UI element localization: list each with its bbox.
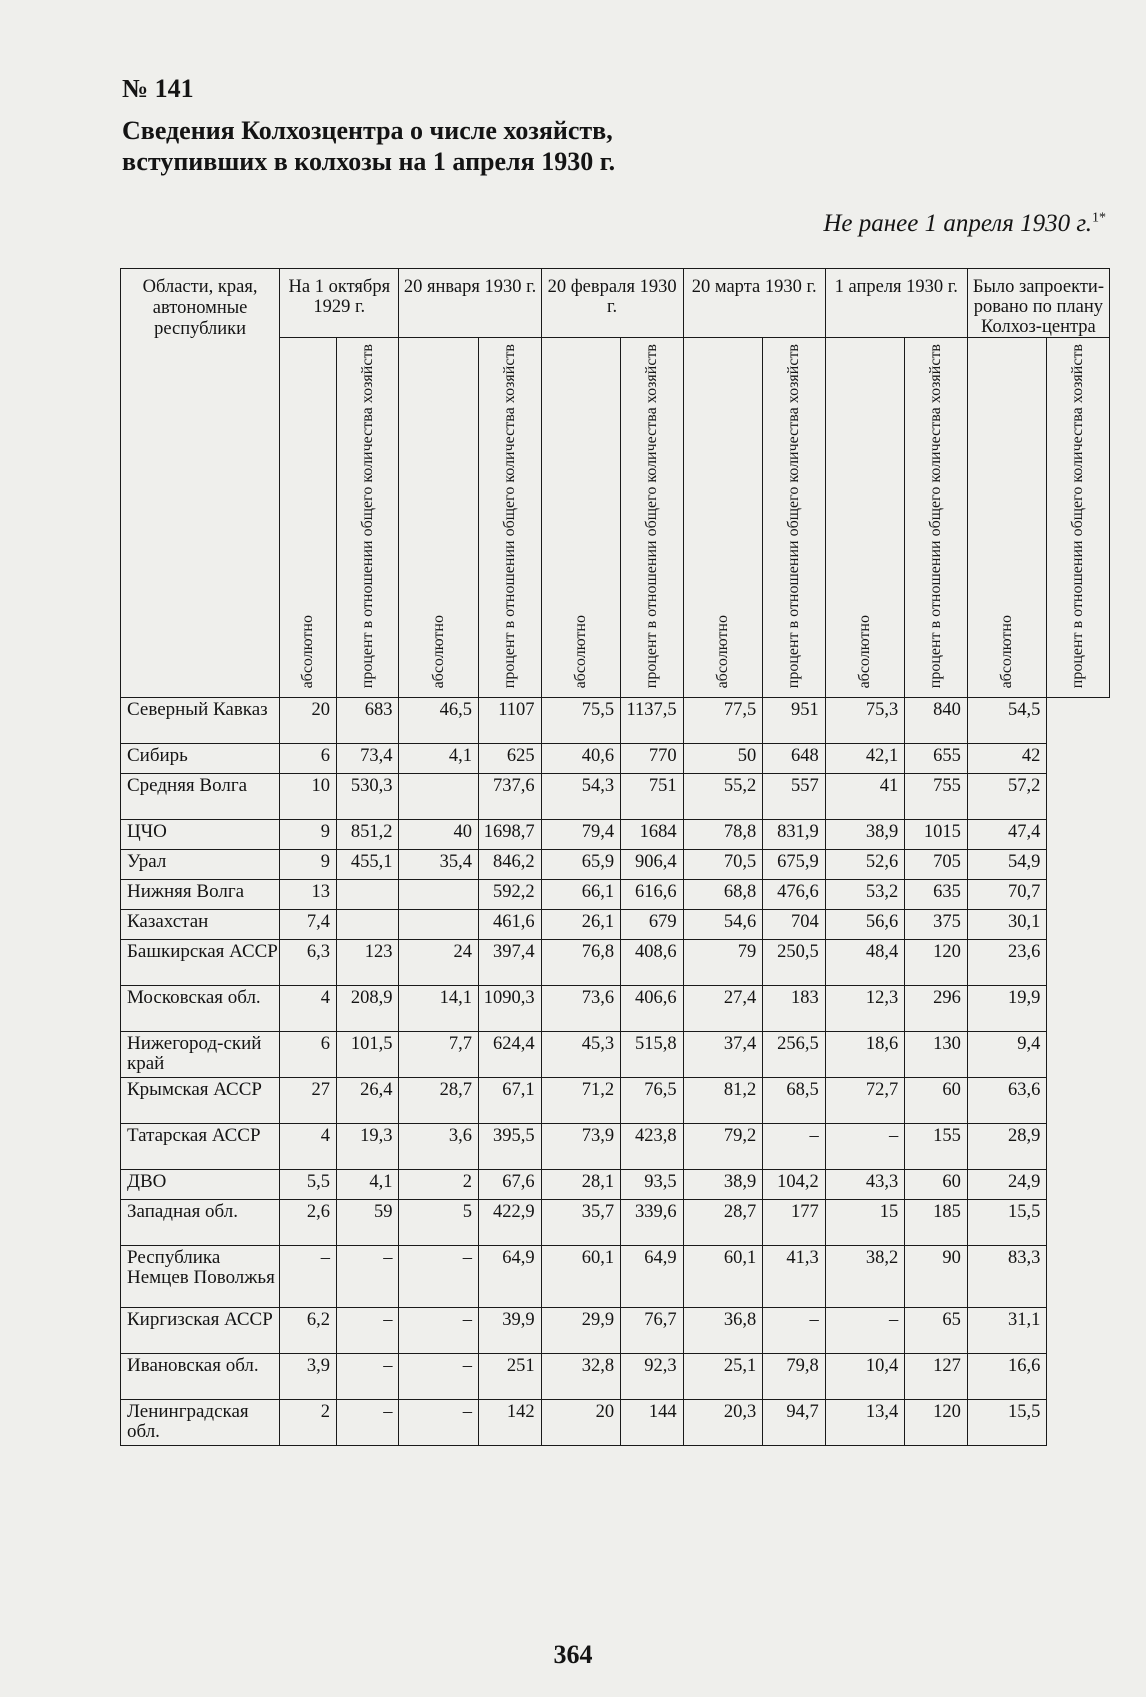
period-header-oct-1929: На 1 октября 1929 г. (280, 269, 399, 338)
abs-value-cell: 65,9 (541, 850, 621, 880)
pct-value-cell: 423,8 (621, 1124, 684, 1170)
abs-value-cell: 48,4 (825, 940, 905, 986)
pct-subheader: процент в отношении общего количества хозяйств (763, 338, 826, 698)
abs-value-cell: – (399, 1246, 479, 1308)
abs-value-cell: 13 (280, 880, 337, 910)
pct-value-cell: 422,9 (479, 1200, 542, 1246)
title-line-2: вступивших в колхозы на 1 апреля 1930 г. (122, 147, 616, 176)
pct-value-cell: 185 (905, 1200, 968, 1246)
abs-value-cell: 24,9 (967, 1170, 1047, 1200)
abs-value-cell: 2,6 (280, 1200, 337, 1246)
abs-value-cell: 32,8 (541, 1354, 621, 1400)
abs-value-cell: 9 (280, 850, 337, 880)
pct-value-cell: 177 (763, 1200, 826, 1246)
region-cell: Западная обл. (121, 1200, 280, 1246)
pct-value-cell: 19,3 (336, 1124, 399, 1170)
region-cell: Сибирь (121, 744, 280, 774)
abs-value-cell: 72,7 (825, 1078, 905, 1124)
pct-value-cell: 64,9 (479, 1246, 542, 1308)
pct-value-cell: – (763, 1124, 826, 1170)
pct-value-cell: 1107 (479, 698, 542, 744)
abs-value-cell: 15,5 (967, 1400, 1047, 1446)
pct-value-cell: 831,9 (763, 820, 826, 850)
pct-value-cell: 92,3 (621, 1354, 684, 1400)
abs-value-cell: 35,7 (541, 1200, 621, 1246)
pct-subheader: процент в отношении общего количества хозяйств (621, 338, 684, 698)
pct-value-cell: 625 (479, 744, 542, 774)
pct-subheader: процент в отношении общего количества хозяйств (479, 338, 542, 698)
abs-value-cell: 9,4 (967, 1032, 1047, 1078)
pct-value-cell: 616,6 (621, 880, 684, 910)
abs-value-cell: 42 (967, 744, 1047, 774)
abs-subheader: абсолютно (280, 338, 337, 698)
table-row (121, 880, 1110, 910)
abs-value-cell: 77,5 (683, 698, 763, 744)
pct-value-cell: 635 (905, 880, 968, 910)
abs-value-cell: – (399, 1354, 479, 1400)
document-title (122, 115, 842, 177)
abs-value-cell: 27,4 (683, 986, 763, 1032)
abs-value-cell: – (280, 1246, 337, 1308)
pct-value-cell: 1015 (905, 820, 968, 850)
abs-value-cell: 25,1 (683, 1354, 763, 1400)
pct-value-cell: 4,1 (336, 1170, 399, 1200)
pct-value-cell: 455,1 (336, 850, 399, 880)
table-row (121, 1200, 1110, 1246)
abs-value-cell: 60,1 (541, 1246, 621, 1308)
region-cell: Ивановская обл. (121, 1354, 280, 1400)
period-header-jan-1930: 20 января 1930 г. (399, 269, 541, 338)
pct-value-cell: 705 (905, 850, 968, 880)
pct-value-cell: 142 (479, 1400, 542, 1446)
table-row (121, 1078, 1110, 1124)
abs-value-cell: 42,1 (825, 744, 905, 774)
table-row (121, 910, 1110, 940)
abs-value-cell: 6,2 (280, 1308, 337, 1354)
table-row (121, 744, 1110, 774)
abs-subheader: абсолютно (683, 338, 763, 698)
abs-value-cell: 16,6 (967, 1354, 1047, 1400)
abs-value-cell: 36,8 (683, 1308, 763, 1354)
pct-value-cell: 770 (621, 744, 684, 774)
pct-value-cell: 515,8 (621, 1032, 684, 1078)
abs-value-cell: 5 (399, 1200, 479, 1246)
pct-value-cell: 408,6 (621, 940, 684, 986)
pct-value-cell: 339,6 (621, 1200, 684, 1246)
table-row (121, 1124, 1110, 1170)
document-date (823, 210, 1106, 238)
pct-value-cell: 375 (905, 910, 968, 940)
footnote-mark: 1* (1092, 210, 1106, 226)
pct-value-cell: 851,2 (336, 820, 399, 850)
abs-value-cell: 2 (399, 1170, 479, 1200)
pct-value-cell: 461,6 (479, 910, 542, 940)
pct-value-cell: 655 (905, 744, 968, 774)
pct-value-cell: 59 (336, 1200, 399, 1246)
abs-value-cell: 79,4 (541, 820, 621, 850)
table-row (121, 1354, 1110, 1400)
abs-value-cell: 2 (280, 1400, 337, 1446)
pct-value-cell: 251 (479, 1354, 542, 1400)
pct-value-cell (336, 880, 399, 910)
abs-subheader: абсолютно (967, 338, 1047, 698)
abs-value-cell: 46,5 (399, 698, 479, 744)
pct-value-cell: 67,6 (479, 1170, 542, 1200)
table-row (121, 1308, 1110, 1354)
region-cell: Киргизская АССР (121, 1308, 280, 1354)
abs-value-cell: 45,3 (541, 1032, 621, 1078)
pct-value-cell: 120 (905, 1400, 968, 1446)
abs-value-cell: 52,6 (825, 850, 905, 880)
region-cell: Башкирская АССР (121, 940, 280, 986)
pct-value-cell: 93,5 (621, 1170, 684, 1200)
pct-value-cell: 592,2 (479, 880, 542, 910)
region-cell: Крымская АССР (121, 1078, 280, 1124)
abs-value-cell: 66,1 (541, 880, 621, 910)
pct-value-cell: 406,6 (621, 986, 684, 1032)
abs-value-cell: 47,4 (967, 820, 1047, 850)
pct-value-cell: 79,8 (763, 1354, 826, 1400)
pct-value-cell: 39,9 (479, 1308, 542, 1354)
pct-value-cell: 76,5 (621, 1078, 684, 1124)
abs-value-cell: 41 (825, 774, 905, 820)
abs-value-cell: 38,9 (825, 820, 905, 850)
abs-value-cell: 40 (399, 820, 479, 850)
abs-value-cell: 20 (280, 698, 337, 744)
pct-value-cell: 144 (621, 1400, 684, 1446)
table-row (121, 774, 1110, 820)
abs-value-cell: 19,9 (967, 986, 1047, 1032)
abs-value-cell: 26,1 (541, 910, 621, 940)
abs-value-cell: 4,1 (399, 744, 479, 774)
abs-value-cell: 23,6 (967, 940, 1047, 986)
period-header-apr-1930: 1 апреля 1930 г. (825, 269, 967, 338)
pct-value-cell: 737,6 (479, 774, 542, 820)
abs-value-cell: 57,2 (967, 774, 1047, 820)
pct-value-cell: 846,2 (479, 850, 542, 880)
document-number: № 141 (122, 74, 194, 103)
pct-value-cell: 1684 (621, 820, 684, 850)
abs-value-cell: 3,6 (399, 1124, 479, 1170)
pct-value-cell: 648 (763, 744, 826, 774)
region-cell: ДВО (121, 1170, 280, 1200)
pct-subheader: процент в отношении общего количества хозяйств (336, 338, 399, 698)
date-text: Не ранее 1 апреля 1930 г. (823, 210, 1092, 237)
abs-value-cell: 20,3 (683, 1400, 763, 1446)
abs-value-cell: 3,9 (280, 1354, 337, 1400)
abs-value-cell: 56,6 (825, 910, 905, 940)
period-header-feb-1930: 20 февраля 1930 г. (541, 269, 683, 338)
abs-value-cell: 28,9 (967, 1124, 1047, 1170)
abs-value-cell: 75,3 (825, 698, 905, 744)
pct-value-cell: 41,3 (763, 1246, 826, 1308)
region-cell: Средняя Волга (121, 774, 280, 820)
pct-value-cell: 1698,7 (479, 820, 542, 850)
abs-value-cell (399, 880, 479, 910)
abs-value-cell: 40,6 (541, 744, 621, 774)
table-row (121, 986, 1110, 1032)
pct-subheader: процент в отношении общего количества хозяйств (1047, 338, 1110, 698)
region-column-header: Области, края, автономные республики (121, 269, 280, 698)
region-cell: Татарская АССР (121, 1124, 280, 1170)
abs-value-cell: 37,4 (683, 1032, 763, 1078)
abs-value-cell: 38,9 (683, 1170, 763, 1200)
pct-value-cell: 951 (763, 698, 826, 744)
pct-value-cell: 675,9 (763, 850, 826, 880)
abs-value-cell (399, 774, 479, 820)
table-row (121, 850, 1110, 880)
table-body (121, 698, 1110, 1446)
pct-value-cell: 751 (621, 774, 684, 820)
abs-value-cell: 6,3 (280, 940, 337, 986)
pct-value-cell: 840 (905, 698, 968, 744)
pct-value-cell: 395,5 (479, 1124, 542, 1170)
pct-value-cell: 127 (905, 1354, 968, 1400)
pct-value-cell: 26,4 (336, 1078, 399, 1124)
abs-value-cell: 75,5 (541, 698, 621, 744)
abs-value-cell: 6 (280, 744, 337, 774)
pct-value-cell: 397,4 (479, 940, 542, 986)
pct-value-cell: 755 (905, 774, 968, 820)
pct-value-cell: 208,9 (336, 986, 399, 1032)
abs-value-cell: 38,2 (825, 1246, 905, 1308)
abs-value-cell: 10,4 (825, 1354, 905, 1400)
region-cell: ЦЧО (121, 820, 280, 850)
pct-value-cell: 67,1 (479, 1078, 542, 1124)
pct-value-cell: 65 (905, 1308, 968, 1354)
abs-value-cell: – (399, 1400, 479, 1446)
abs-value-cell: 35,4 (399, 850, 479, 880)
abs-value-cell: 73,6 (541, 986, 621, 1032)
pct-value-cell: – (336, 1400, 399, 1446)
page-number: 364 (553, 1640, 593, 1669)
pct-value-cell: 123 (336, 940, 399, 986)
table-row (121, 1170, 1110, 1200)
pct-value-cell: 683 (336, 698, 399, 744)
pct-value-cell: 557 (763, 774, 826, 820)
abs-value-cell: – (825, 1124, 905, 1170)
abs-value-cell: 28,1 (541, 1170, 621, 1200)
abs-subheader: абсолютно (541, 338, 621, 698)
abs-value-cell: 9 (280, 820, 337, 850)
abs-value-cell: 31,1 (967, 1308, 1047, 1354)
abs-value-cell (399, 910, 479, 940)
pct-value-cell: 130 (905, 1032, 968, 1078)
region-cell: Казахстан (121, 910, 280, 940)
period-header-mar-1930: 20 марта 1930 г. (683, 269, 825, 338)
region-cell: Нижегород-ский край (121, 1032, 280, 1078)
region-cell: Московская обл. (121, 986, 280, 1032)
abs-value-cell: 43,3 (825, 1170, 905, 1200)
pct-value-cell: 104,2 (763, 1170, 826, 1200)
abs-value-cell: 10 (280, 774, 337, 820)
pct-value-cell: 120 (905, 940, 968, 986)
pct-value-cell: 1137,5 (621, 698, 684, 744)
pct-value-cell: 90 (905, 1246, 968, 1308)
abs-value-cell: 4 (280, 986, 337, 1032)
pct-value-cell: 155 (905, 1124, 968, 1170)
abs-value-cell: 54,6 (683, 910, 763, 940)
abs-value-cell: 18,6 (825, 1032, 905, 1078)
abs-value-cell: 60,1 (683, 1246, 763, 1308)
statistics-table (120, 268, 1110, 1446)
abs-value-cell: 54,5 (967, 698, 1047, 744)
abs-value-cell: 83,3 (967, 1246, 1047, 1308)
pct-value-cell (336, 910, 399, 940)
pct-value-cell: – (763, 1308, 826, 1354)
abs-value-cell: 70,7 (967, 880, 1047, 910)
abs-value-cell: 79 (683, 940, 763, 986)
pct-value-cell: 1090,3 (479, 986, 542, 1032)
abs-value-cell: 79,2 (683, 1124, 763, 1170)
abs-value-cell: 4 (280, 1124, 337, 1170)
abs-value-cell: 78,8 (683, 820, 763, 850)
pct-value-cell: 704 (763, 910, 826, 940)
region-cell: Урал (121, 850, 280, 880)
table-row (121, 940, 1110, 986)
abs-value-cell: 73,9 (541, 1124, 621, 1170)
abs-value-cell: 54,3 (541, 774, 621, 820)
abs-value-cell: 24 (399, 940, 479, 986)
abs-subheader: абсолютно (825, 338, 905, 698)
region-cell: Ленинградская обл. (121, 1400, 280, 1446)
pct-value-cell: 60 (905, 1078, 968, 1124)
pct-value-cell: – (336, 1354, 399, 1400)
pct-value-cell: 679 (621, 910, 684, 940)
region-cell: Республика Немцев Поволжья (121, 1246, 280, 1308)
abs-value-cell: 55,2 (683, 774, 763, 820)
abs-value-cell: 68,8 (683, 880, 763, 910)
abs-value-cell: 14,1 (399, 986, 479, 1032)
period-header-plan: Было запроекти-ровано по плану Колхоз-центра (967, 269, 1109, 338)
abs-value-cell: 29,9 (541, 1308, 621, 1354)
pct-value-cell: 73,4 (336, 744, 399, 774)
abs-value-cell: 7,4 (280, 910, 337, 940)
abs-value-cell: 71,2 (541, 1078, 621, 1124)
pct-value-cell: 68,5 (763, 1078, 826, 1124)
region-cell: Северный Кавказ (121, 698, 280, 744)
region-cell: Нижняя Волга (121, 880, 280, 910)
abs-value-cell: 13,4 (825, 1400, 905, 1446)
pct-value-cell: – (336, 1308, 399, 1354)
abs-value-cell: 63,6 (967, 1078, 1047, 1124)
abs-subheader: абсолютно (399, 338, 479, 698)
abs-value-cell: 15,5 (967, 1200, 1047, 1246)
abs-value-cell: 28,7 (683, 1200, 763, 1246)
abs-value-cell: – (825, 1308, 905, 1354)
table-row (121, 1246, 1110, 1308)
pct-value-cell: 476,6 (763, 880, 826, 910)
table-row (121, 1032, 1110, 1078)
pct-value-cell: 64,9 (621, 1246, 684, 1308)
pct-value-cell: 906,4 (621, 850, 684, 880)
abs-value-cell: 81,2 (683, 1078, 763, 1124)
pct-value-cell: 624,4 (479, 1032, 542, 1078)
table-row (121, 820, 1110, 850)
abs-value-cell: 54,9 (967, 850, 1047, 880)
abs-value-cell: 12,3 (825, 986, 905, 1032)
abs-value-cell: 70,5 (683, 850, 763, 880)
abs-value-cell: 76,8 (541, 940, 621, 986)
abs-value-cell: 28,7 (399, 1078, 479, 1124)
abs-value-cell: 5,5 (280, 1170, 337, 1200)
abs-value-cell: 15 (825, 1200, 905, 1246)
abs-value-cell: 30,1 (967, 910, 1047, 940)
abs-value-cell: 7,7 (399, 1032, 479, 1078)
pct-subheader: процент в отношении общего количества хозяйств (905, 338, 968, 698)
pct-value-cell: 256,5 (763, 1032, 826, 1078)
pct-value-cell: 183 (763, 986, 826, 1032)
table-row (121, 1400, 1110, 1446)
abs-value-cell: – (399, 1308, 479, 1354)
abs-value-cell: 20 (541, 1400, 621, 1446)
pct-value-cell: 94,7 (763, 1400, 826, 1446)
pct-value-cell: 530,3 (336, 774, 399, 820)
abs-value-cell: 53,2 (825, 880, 905, 910)
pct-value-cell: 60 (905, 1170, 968, 1200)
abs-value-cell: 27 (280, 1078, 337, 1124)
pct-value-cell: 296 (905, 986, 968, 1032)
table-row (121, 698, 1110, 744)
abs-value-cell: 6 (280, 1032, 337, 1078)
pct-value-cell: 76,7 (621, 1308, 684, 1354)
pct-value-cell: 101,5 (336, 1032, 399, 1078)
title-line-1: Сведения Колхозцентра о числе хозяйств, (122, 116, 613, 145)
pct-value-cell: – (336, 1246, 399, 1308)
abs-value-cell: 50 (683, 744, 763, 774)
pct-value-cell: 250,5 (763, 940, 826, 986)
